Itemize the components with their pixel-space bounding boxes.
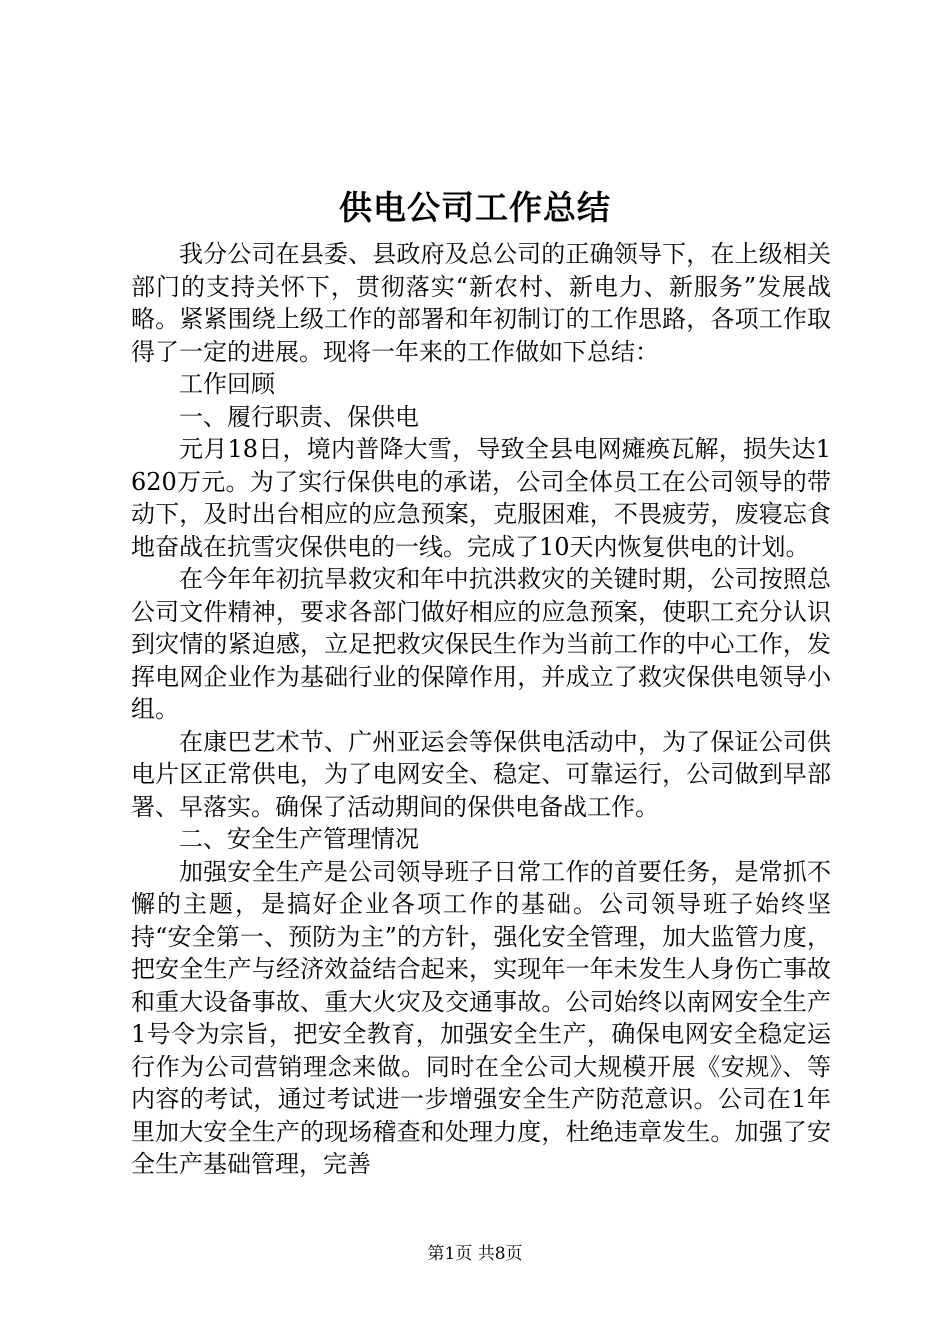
- paragraph-safety: 加强安全生产是公司领导班子日常工作的首要任务，是常抓不懈的主题，是搞好企业各项工作的基础。公司领导班子始终坚持“安全第一、预防为主”的方针，强化安全管理，加大监管力度，把安全生产与经济效益结合起来，实现年一年未发生人身伤亡事故和重大设备事故、重大火灾及交通事故。公司始终以南网安全生产1号令为宗旨，把安全教育，加强安全生产，确保电网安全稳定运行作为公司营销理念来做。同时在全公司大规模开展《安规》、等内容的考试，通过考试进一步增强安全生产防范意识。公司在1年里加大安全生产的现场稽查和处理力度，杜绝违章发生。加强了安全生产基础管理，完善: [131, 857, 831, 1178]
- document-body: [131, 238, 831, 1181]
- paragraph-disaster-relief: 在今年年初抗旱救灾和年中抗洪救灾的关键时期，公司按照总公司文件精神，要求各部门做好相应的应急预案，使职工充分认识到灾情的紧迫感，立足把救灾保民生作为当前工作的中心工作，发挥电网企业作为基础行业的保障作用，并成立了救灾保供电领导小组。: [131, 565, 831, 723]
- page-footer: 第1页 共8页: [427, 1244, 523, 1264]
- section-heading-safety: 二、安全生产管理情况: [179, 825, 419, 853]
- paragraph-events: 在康巴艺术节、广州亚运会等保供电活动中，为了保证公司供电片区正常供电，为了电网安全、稳定、可靠运行，公司做到早部署、早落实。确保了活动期间的保供电备战工作。: [131, 727, 831, 821]
- section-heading-duty: 一、履行职责、保供电: [179, 402, 419, 431]
- intro-paragraph: 我分公司在县委、县政府及总公司的正确领导下，在上级相关部门的支持关怀下，贯彻落实“新农村、新电力、新服务”发展战略。紧紧围绕上级工作的部署和年初制订的工作思路，各项工作取得了一定的进展。现将一年来的工作做如下总结：: [131, 240, 831, 366]
- document-title: 供电公司工作总结: [339, 188, 611, 227]
- section-heading-review: 工作回顾: [179, 370, 275, 398]
- paragraph-snowstorm: 元月18日，境内普降大雪，导致全县电网瘫痪瓦解，损失达1620万元。为了实行保供电的承诺，公司全体员工在公司领导的带动下，及时出台相应的应急预案，克服困难，不畏疲劳，废寝忘食地奋战在抗雪灾保供电的一线。完成了10天内恢复供电的计划。: [131, 435, 831, 561]
